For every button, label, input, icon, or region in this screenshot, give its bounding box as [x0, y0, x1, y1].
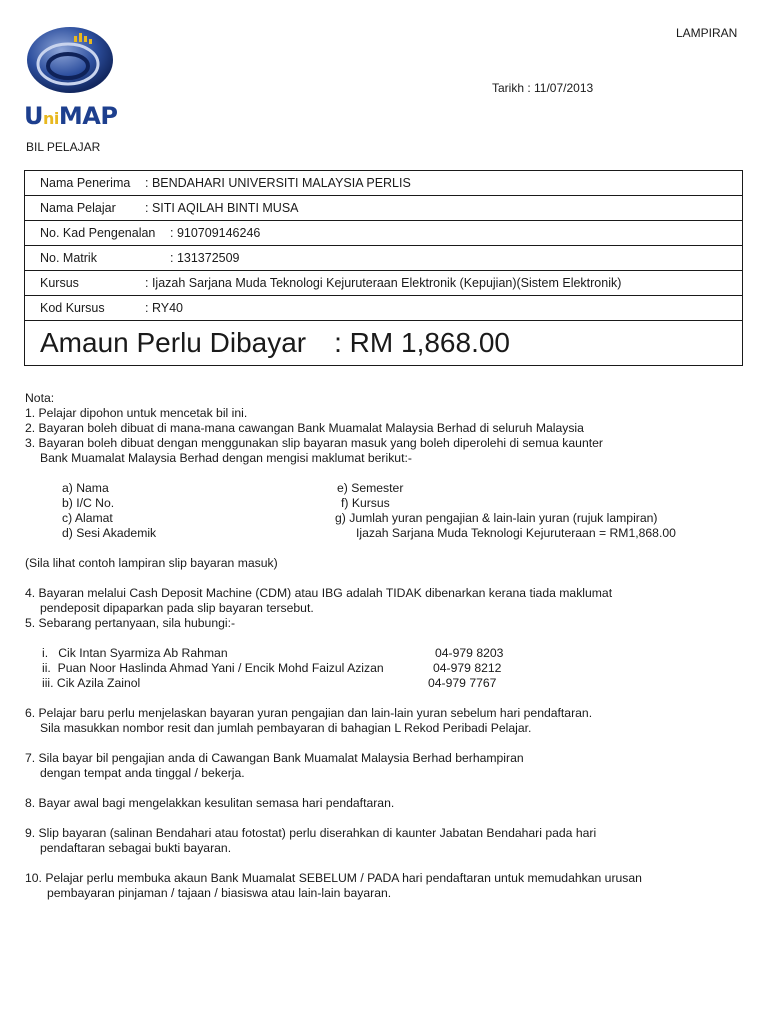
- doc-title: BIL PELAJAR: [26, 140, 101, 154]
- note-10-cont: pembayaran pinjaman / tajaan / biasiswa atau lain-lain bayaran.: [47, 886, 392, 900]
- note-9: 9. Slip bayaran (salinan Bendahari atau fotostat) perlu diserahkan di kaunter Jabatan Bendahari pada hari: [25, 826, 597, 840]
- logo-wordmark: UniMAP: [24, 102, 118, 130]
- list-item: c) Alamat g) Jumlah yuran pengajian & lain-lain yuran (rujuk lampiran): [62, 511, 658, 525]
- row-value: : RY40: [145, 301, 183, 315]
- contact-row: iii. Cik Azila Zainol 04-979 7767: [42, 676, 497, 690]
- table-row: [25, 171, 743, 196]
- note-4-cont: pendeposit dipaparkan pada slip bayaran tersebut.: [40, 601, 314, 615]
- notes-heading: Nota:: [25, 391, 55, 405]
- note-10: 10. Pelajar perlu membuka akaun Bank Muamalat SEBELUM / PADA hari pendaftaran untuk memudahkan urusan: [25, 871, 642, 885]
- table-row: [25, 196, 743, 221]
- table-row: [25, 221, 743, 246]
- note-3-cont: Bank Muamalat Malaysia Berhad dengan mengisi maklumat berikut:-: [40, 451, 412, 465]
- sila-note: (Sila lihat contoh lampiran slip bayaran masuk): [25, 556, 278, 570]
- row-label: No. Matrik: [40, 251, 97, 265]
- amount-row: [25, 321, 743, 366]
- note-2: 2. Bayaran boleh dibuat di mana-mana cawangan Bank Muamalat Malaysia Berhad di seluruh Malaysia: [25, 421, 584, 435]
- table-row: [25, 296, 743, 321]
- row-value: : 131372509: [170, 251, 240, 265]
- note-9-cont: pendaftaran sebagai bukti bayaran.: [40, 841, 232, 855]
- row-label: Nama Pelajar: [40, 201, 116, 215]
- contact-row: i. Cik Intan Syarmiza Ab Rahman 04-979 8203: [42, 646, 504, 660]
- row-value: : 910709146246: [170, 226, 261, 240]
- list-item: b) I/C No. f) Kursus: [62, 496, 390, 510]
- note-7-cont: dengan tempat anda tinggal / bekerja.: [40, 766, 245, 780]
- amount-label: Amaun Perlu Dibayar: [40, 327, 307, 358]
- row-label: Kursus: [40, 276, 79, 290]
- table-row: [25, 271, 743, 296]
- notes-section: [25, 391, 745, 901]
- row-value: : BENDAHARI UNIVERSITI MALAYSIA PERLIS: [145, 176, 411, 190]
- lampiran-label: LAMPIRAN: [676, 26, 738, 40]
- list-item: a) Nama e) Semester: [62, 481, 404, 495]
- note-8: 8. Bayar awal bagi mengelakkan kesulitan semasa hari pendaftaran.: [25, 796, 395, 810]
- list-item: d) Sesi Akademik Ijazah Sarjana Muda Teknologi Kejuruteraan = RM1,868.00: [62, 526, 676, 540]
- row-label: No. Kad Pengenalan: [40, 226, 156, 240]
- date-label: Tarikh : 11/07/2013: [492, 81, 594, 95]
- row-label: Kod Kursus: [40, 301, 105, 315]
- note-4: 4. Bayaran melalui Cash Deposit Machine (CDM) atau IBG adalah TIDAK dibenarkan kerana tiada maklumat: [25, 586, 613, 600]
- row-label: Nama Penerima: [40, 176, 131, 190]
- student-info-table: [24, 170, 743, 366]
- amount-value: : RM 1,868.00: [334, 327, 510, 358]
- note-6: 6. Pelajar baru perlu menjelaskan bayaran yuran pengajian dan lain-lain yuran sebelum hari pendaftaran.: [25, 706, 593, 720]
- row-value: : SITI AQILAH BINTI MUSA: [145, 201, 299, 215]
- row-value: : Ijazah Sarjana Muda Teknologi Kejuruteraan Elektronik (Kepujian)(Sistem Elektronik): [145, 276, 622, 290]
- contact-row: ii. Puan Noor Haslinda Ahmad Yani / Encik Mohd Faizul Azizan 04-979 8212: [42, 661, 502, 675]
- note-1: 1. Pelajar dipohon untuk mencetak bil ini.: [25, 406, 248, 420]
- note-6-cont: Sila masukkan nombor resit dan jumlah pembayaran di bahagian L Rekod Peribadi Pelajar.: [40, 721, 532, 735]
- note-7: 7. Sila bayar bil pengajian anda di Cawangan Bank Muamalat Malaysia Berhad berhampiran: [25, 751, 524, 765]
- note-5: 5. Sebarang pertanyaan, sila hubungi:-: [25, 616, 236, 630]
- note-3: 3. Bayaran boleh dibuat dengan menggunakan slip bayaran masuk yang boleh diperolehi di semua kaunter: [25, 436, 603, 450]
- table-row: [25, 246, 743, 271]
